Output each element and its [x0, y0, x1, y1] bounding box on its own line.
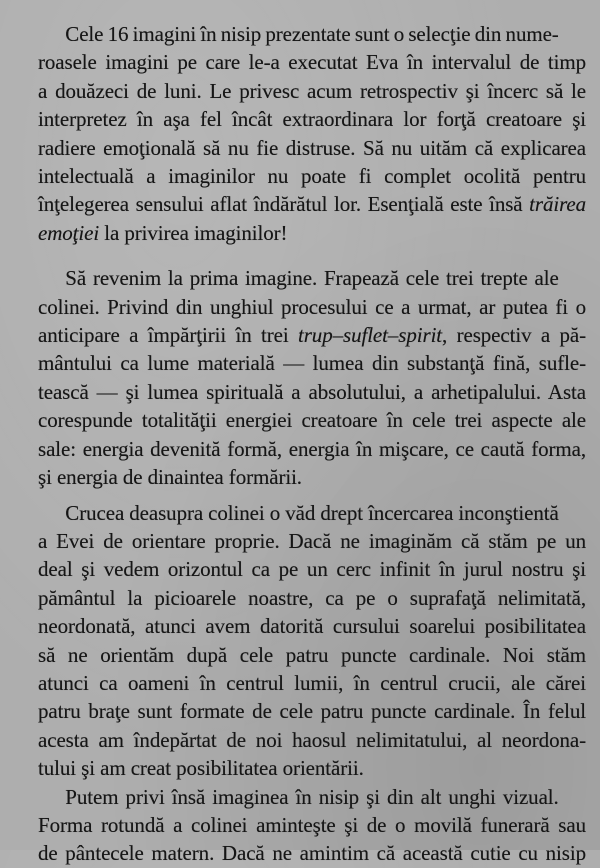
text-line: tului şi am creat posibilitatea orientării.	[38, 756, 364, 781]
text-line: roasele imagini pe care le-a executat Eva în intervalul de timp	[38, 50, 586, 75]
text-line: atunci ca oameni în centrul lumii, în centrul crucii, ale cărei	[38, 670, 586, 695]
text-line: Să revenim la prima imagine. Frapează cele trei trepte ale	[65, 266, 559, 291]
text-line: interpretez în aşa fel încât extraordinara lor forţă creatoare şi	[38, 107, 586, 132]
text-line: intelectuală a imaginilor nu poate fi complet ocolită pentru	[38, 164, 586, 189]
text-line: Putem privi însă imaginea în nisip şi din alt unghi vizual.	[65, 784, 559, 809]
text-line: a douăzeci de luni. Le privesc acum retrospectiv şi încerc să le	[38, 78, 586, 103]
paragraph-3	[38, 499, 586, 783]
text-line	[38, 321, 586, 349]
text-line: corespunde totalităţii energiei creatoare în cele trei aspecte ale	[38, 408, 586, 433]
text-run: înţelegerea sensului aflat îndărătul lor. Esenţială este însă	[38, 192, 530, 217]
text-line: de pântecele matern. Dacă ne amintim că această cutie cu nisip	[38, 841, 586, 866]
text-line: colinei. Privind din unghiul procesului ce a urmat, ar putea fi o	[38, 294, 586, 319]
text-line: sale: energia devenită formă, energia în mişcare, ce caută forma,	[38, 436, 586, 461]
text-line	[38, 190, 586, 218]
paragraph-2	[38, 264, 586, 491]
text-line: a Evei de orientare proprie. Dacă ne imaginăm că stăm pe un	[38, 528, 586, 553]
text-line: neordonată, atunci avem datorită cursului soarelui posibilitatea	[38, 614, 586, 639]
text-line: Crucea deasupra colinei o văd drept încercarea inconştientă	[65, 500, 559, 525]
text-line	[38, 219, 586, 247]
paragraph-1	[38, 20, 586, 247]
text-line: patru braţe sunt formate de cele patru puncte cardinale. În felul	[38, 699, 586, 724]
text-line: pământul la picioarele noastre, ca pe o suprafaţă nelimitată,	[38, 585, 586, 610]
text-line: mântului ca lume materială — lumea din substanţă fină, sufle-	[38, 351, 586, 376]
text-run: anticipare a împărţirii în trei	[38, 323, 298, 348]
text-line: şi energia de dinaintea formării.	[38, 465, 302, 490]
text-line: Forma rotundă a colinei aminteşte şi de o movilă funerară sau	[38, 812, 586, 837]
text-line: acesta am îndepărtat de noi haosul nelimitatului, al neordona-	[38, 727, 586, 752]
italic-text: trup–suflet–spirit	[297, 323, 443, 348]
text-run: , respectiv a pă-	[442, 323, 586, 348]
italic-text: emoţiei	[38, 220, 100, 245]
text-line: radiere emoţională să nu fie distruse. Să nu uităm că explicarea	[38, 135, 586, 160]
text-line: tească — şi lumea spirituală a absolutului, a arhetipalului. Asta	[38, 379, 586, 404]
paragraph-4	[38, 783, 586, 868]
text-line: Cele 16 imagini în nisip prezentate sunt o selecţie din nume-	[65, 22, 559, 46]
text-line: deal şi vedem orizontul ca pe un cerc infinit în jurul nostru şi	[38, 557, 586, 582]
text-run: la privirea imaginilor!	[99, 220, 288, 245]
text-line: să ne orientăm după cele patru puncte cardinale. Noi stăm	[38, 642, 586, 667]
italic-text: trăirea	[529, 192, 586, 217]
